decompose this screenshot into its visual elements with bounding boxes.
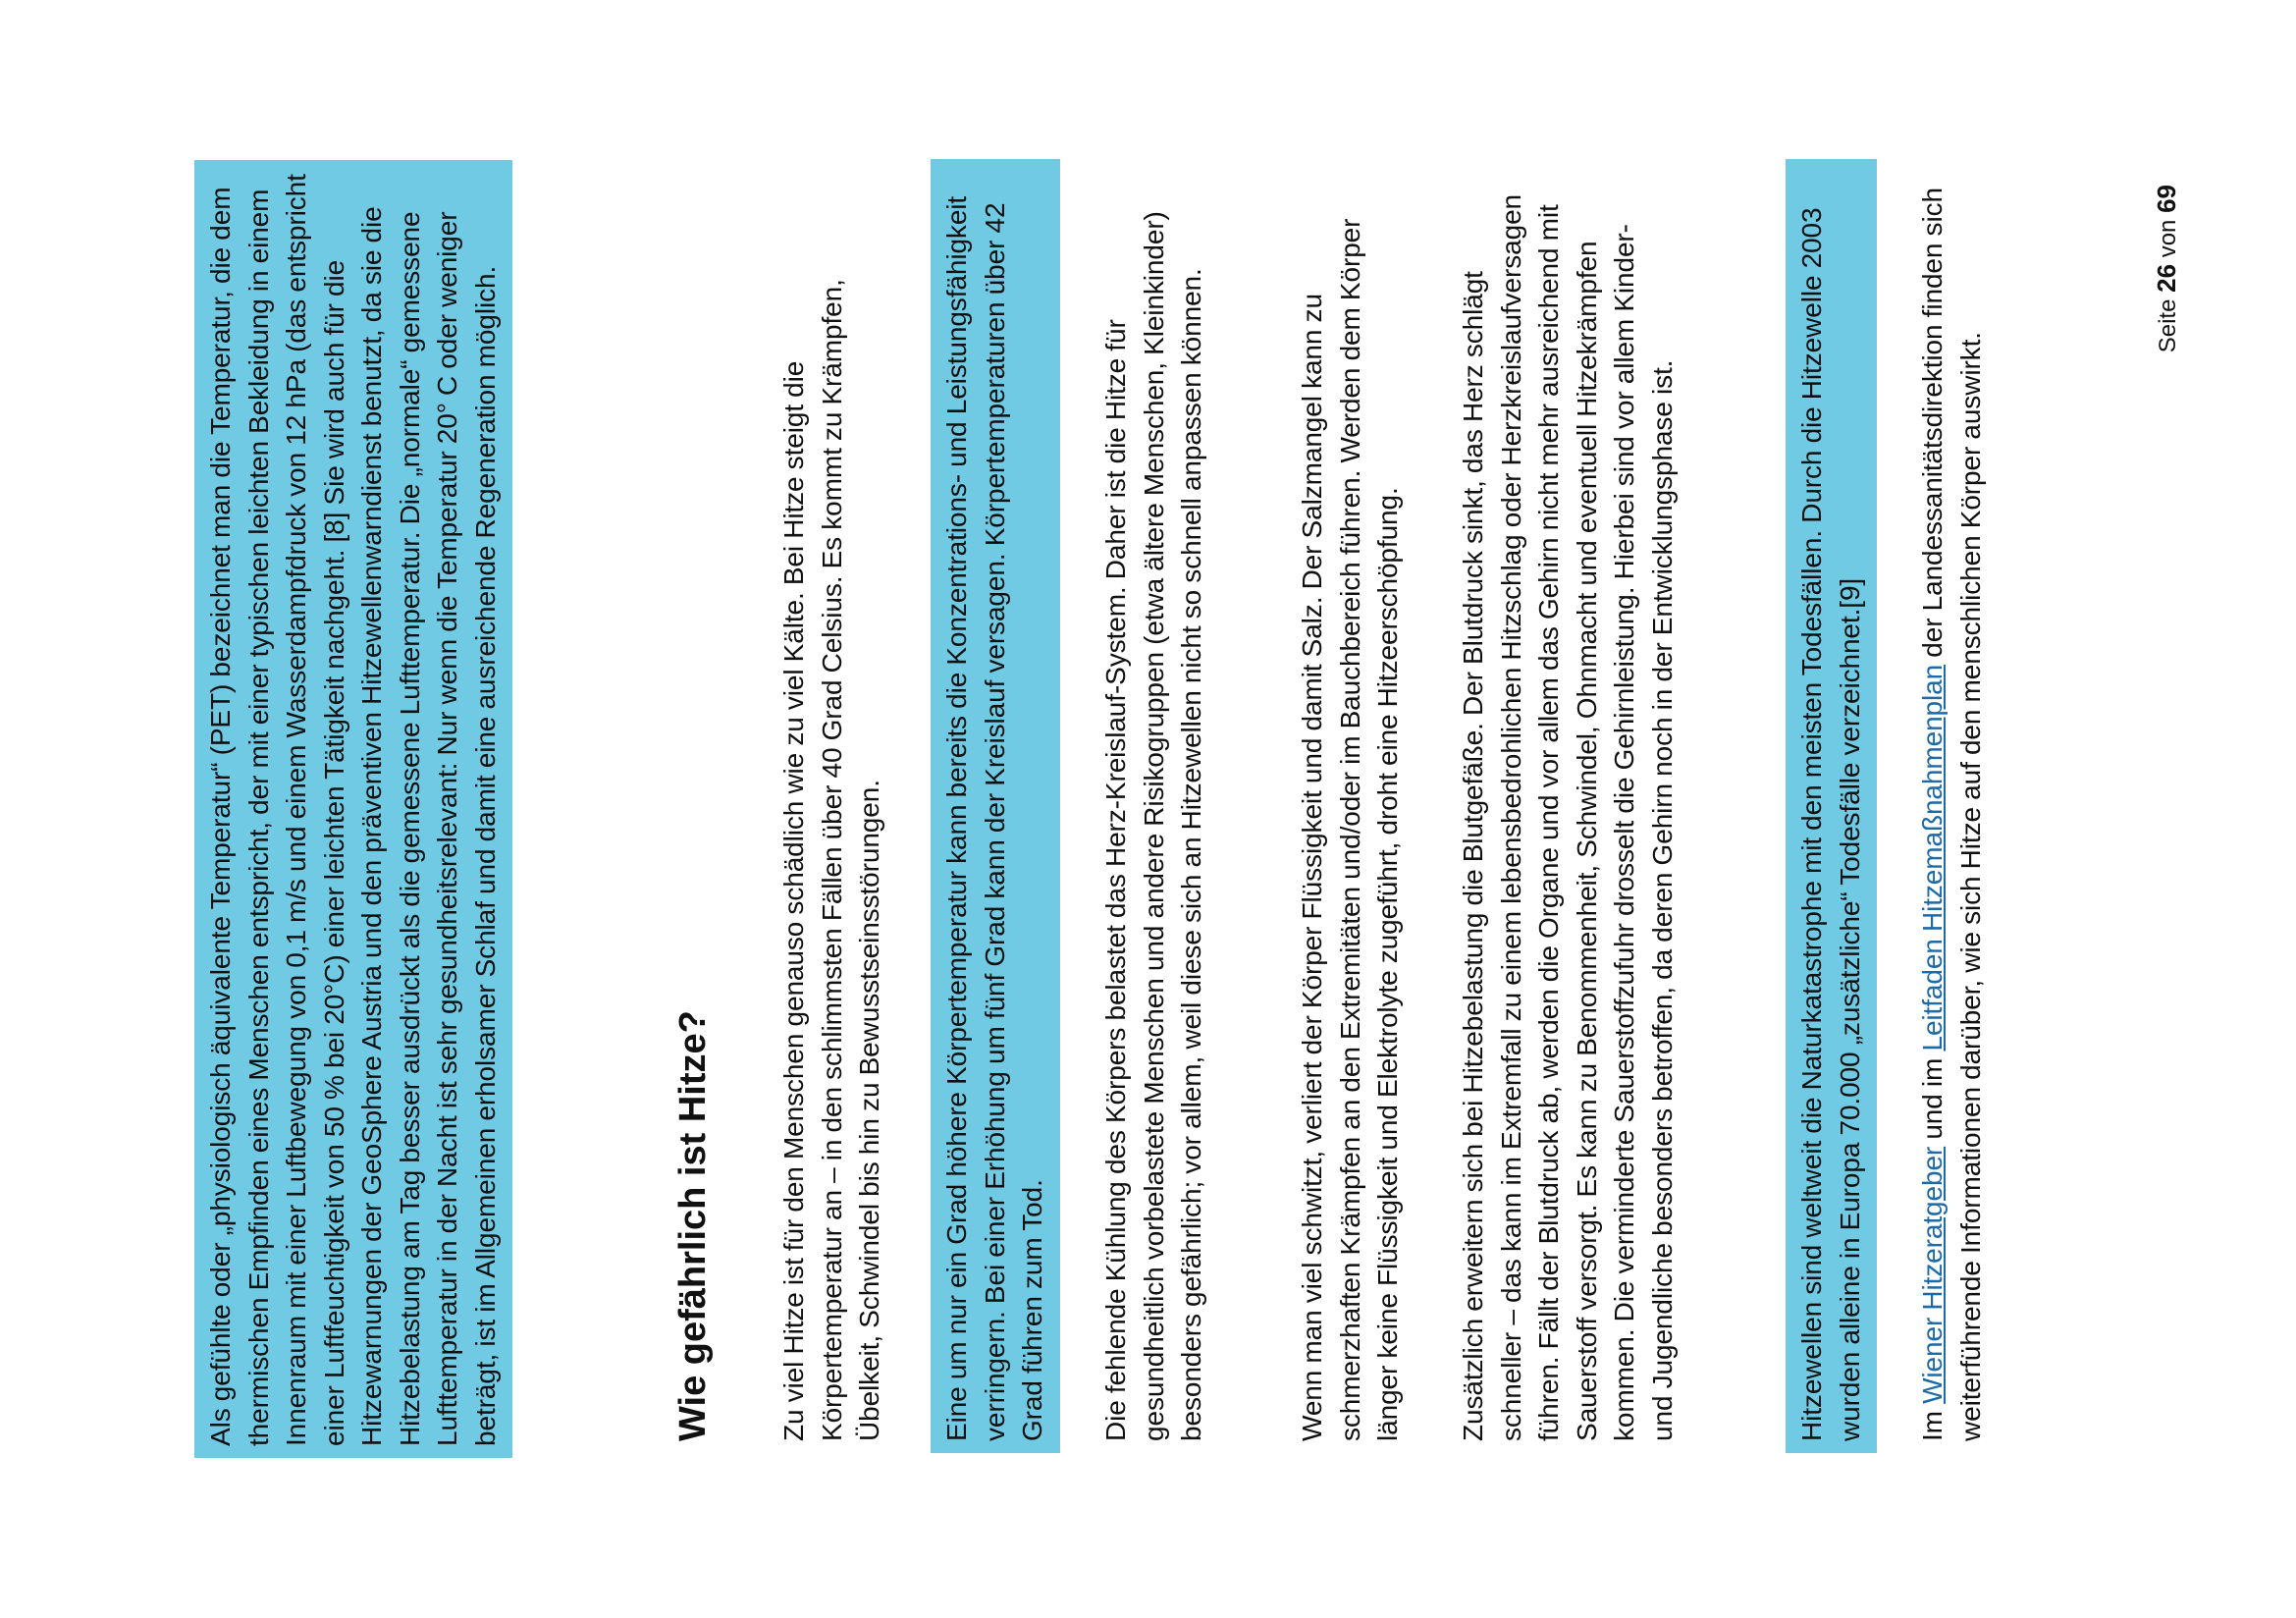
- page-number-sep: von: [2155, 212, 2181, 264]
- link-leitfaden-hitzemassnahmenplan[interactable]: Leitfaden Hitzemaßnahmenplan: [1917, 664, 1948, 1052]
- paragraph-blood-vessels: Zusätzlich erweitern sich bei Hitzebelastung die Blutgefäße. Der Blutdruck sinkt, das Herz schlägt schneller – das kann im Extremfall zu einem lebensbedrohlichen Hitzschlag oder Herzkreislaufversagen führen. Fällt der Blutdruck ab, werden die Organe und vor allem das Gehirn nicht mehr ausreichend mit Sauerstoff versorgt. Es kann zu Benommenheit, Schwindel, Ohnmacht und eventuell Hitzekrämpfen kommen. Die verminderte Sauerstoffzufuhr drosselt die Gehirnleistung. Hierbei sind vor allem Kinder- und Jugendliche besonders betroffen, da deren Gehirn noch in der Entwicklungsphase ist.: [1458, 193, 1678, 1441]
- body-temperature-box: Eine um nur ein Grad höhere Körpertemperatur kann bereits die Konzentrations- und Leistungsfähigkeit verringern. Bei einer Erhöhung um fünf Grad kann der Kreislauf versagen. Körpertemperaturen über 42 Grad führen zum Tod.: [931, 159, 1060, 1453]
- paragraph-further-info: [1914, 175, 1990, 1441]
- page-number-total: 69: [2152, 185, 2181, 213]
- paragraph-heat-harm: Zu viel Hitze ist für den Menschen genauso schädlich wie zu viel Kälte. Bei Hitze steigt die Körpertemperatur an – in den schlimmsten Fällen über 40 Grad Celsius. Es kommt zu Krämpfen, Übelkeit, Schwindel bis hin zu Bewusstseinsstörungen.: [778, 279, 884, 1441]
- pet-info-box: Als gefühlte oder „physiologisch äquivalente Temperatur“ (PET) bezeichnet man die Temperatur, die dem thermischen Empfinden eines Menschen entspricht, der mit einer typischen leichten Bekleidung in einem Innenraum mit einer Luftbewegung von 0,1 m/s und einem Wasserdampfdruck von 12 hPa (das entspricht einer Luftfeuchtigkeit von 50 % bei 20°C) einer leichten Tätigkeit nachgeht. [8] Sie wird auch für die Hitzewarnungen der GeoSphere Austria und den präventiven Hitzewellenwarndienst benutzt, da sie die Hitzebelastung am Tag besser ausdrückt als die gemessene Lufttemperatur. Die „normale“ gemessene Lufttemperatur in der Nacht ist sehr gesundheitsrelevant: Nur wenn die Temperatur 20° C oder weniger beträgt, ist im Allgemeinen erholsamer Schlaf und damit eine ausreichende Regeneration möglich.: [194, 160, 512, 1458]
- page-number: [2152, 185, 2183, 381]
- section-heading: Wie gefährlich ist Hitze?: [672, 1010, 714, 1441]
- paragraph-sweating: Wenn man viel schwitzt, verliert der Körper Flüssigkeit und damit Salz. Der Salzmangel kann zu schmerzhaften Krämpfen an den Extremitäten und/oder im Bauchbereich führen. Werden dem Körper länger keine Flüssigkeit und Elektrolyte zugeführt, droht eine Hitzeerschöpfung.: [1297, 218, 1403, 1441]
- p5-text-pre: Im: [1917, 1403, 1948, 1441]
- p5-text-post: der Landessanitätsdirektion finden sich weiterführende Informationen darüber, wie sich Hitze auf den menschlichen Körper auswirkt.: [1917, 188, 1986, 1441]
- page-number-prefix: Seite: [2155, 292, 2181, 353]
- p5-text-mid: und im: [1917, 1051, 1948, 1147]
- link-wiener-hitzeratgeber[interactable]: Wiener Hitzeratgeber: [1917, 1146, 1948, 1404]
- paragraph-cardiovascular: Die fehlende Kühlung des Körpers belastet das Herz-Kreislauf-System. Daher ist die Hitze für gesundheitlich vorbelastete Menschen und andere Risikogruppen (etwa ältere Menschen, Kleinkinder) besonders gefährlich; vor allem, weil diese sich an Hitzewellen nicht so schnell anpassen können.: [1100, 211, 1206, 1441]
- heatwave-deaths-box: Hitzewellen sind weltweit die Naturkatastrophe mit den meisten Todesfällen. Durch die Hitzewelle 2003 wurden alleine in Europa 70.000 „zusätzliche“ Todesfälle verzeichnet.[9]: [1786, 159, 1877, 1453]
- page-number-current: 26: [2152, 263, 2181, 293]
